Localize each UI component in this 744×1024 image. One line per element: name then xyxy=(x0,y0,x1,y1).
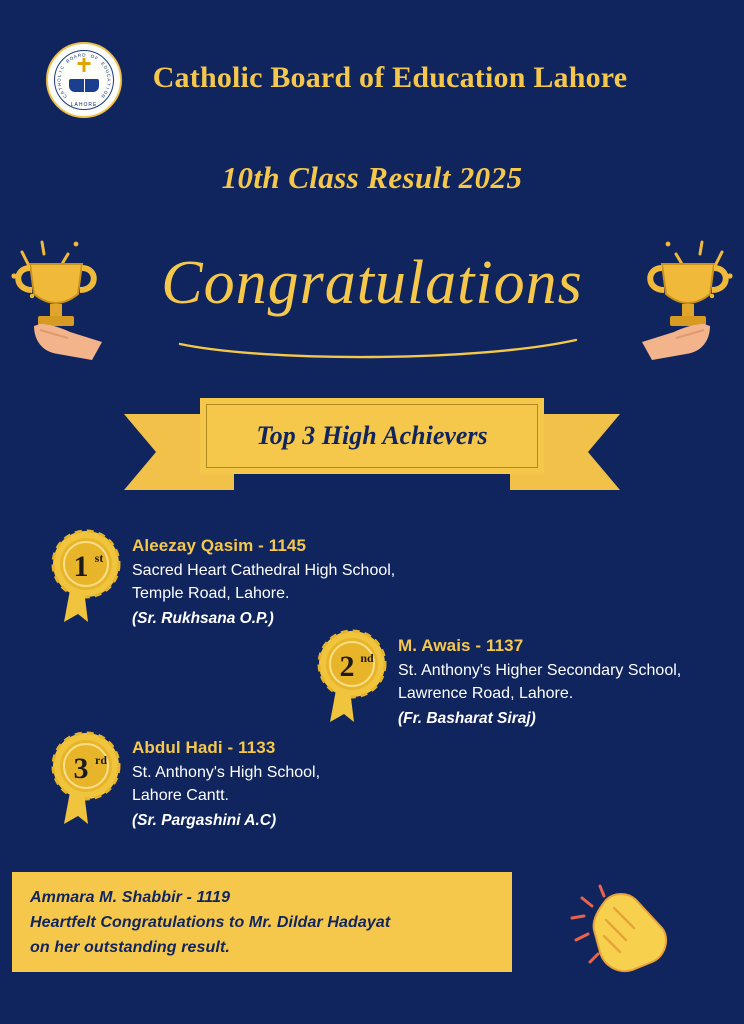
winner-details xyxy=(132,738,320,830)
ribbon-center xyxy=(200,398,544,474)
winner-school-line-1: Sacred Heart Cathedral High School, xyxy=(132,562,396,579)
logo-bottom-text: LAHORE xyxy=(70,102,98,108)
winner-entry-1 xyxy=(50,528,395,628)
clapping-hands-icon xyxy=(566,878,678,974)
svg-text:st: st xyxy=(94,551,104,565)
winner-entry-3 xyxy=(50,730,320,830)
winner-teacher: (Fr. Basharat Siraj) xyxy=(398,710,536,728)
award-ribbon-icon xyxy=(50,730,122,826)
trophy-hand-icon xyxy=(628,234,738,364)
winner-name: M. Awais - 1137 xyxy=(398,636,524,655)
cross-icon xyxy=(83,58,86,72)
logo-emblem xyxy=(54,50,114,110)
winner-school-line-1: St. Anthony's Higher Secondary School, xyxy=(398,662,682,679)
trophy-hand-icon xyxy=(6,234,116,364)
award-ribbon-icon xyxy=(316,628,388,724)
poster-header xyxy=(0,28,744,128)
winner-name: Aleezay Qasim - 1145 xyxy=(132,536,307,555)
svg-text:2: 2 xyxy=(339,650,355,683)
svg-text:3: 3 xyxy=(73,752,89,785)
winner-name: Abdul Hadi - 1133 xyxy=(132,738,276,757)
note-line-3: on her outstanding result. xyxy=(30,938,230,956)
svg-text:nd: nd xyxy=(360,651,374,665)
award-ribbon-icon xyxy=(50,528,122,624)
winner-teacher: (Sr. Pargashini A.C) xyxy=(132,812,277,830)
ribbon-label: Top 3 High Achievers xyxy=(206,404,538,468)
winner-school-line-2: Lawrence Road, Lahore. xyxy=(398,684,574,702)
congratulations-text: Congratulations xyxy=(161,249,583,317)
book-icon xyxy=(69,79,99,92)
page-title: Catholic Board of Education Lahore xyxy=(152,61,628,94)
swoosh-flourish-icon xyxy=(176,336,586,362)
note-line-1: Ammara M. Shabbir - 1119 xyxy=(30,889,231,906)
note-line-2: Heartfelt Congratulations to Mr. Dildar Hadayat xyxy=(30,913,391,931)
winner-entry-2 xyxy=(316,628,681,728)
ribbon-banner xyxy=(124,398,620,500)
winner-school-line-2: Temple Road, Lahore. xyxy=(132,584,290,602)
board-logo xyxy=(46,42,122,118)
winner-teacher: (Sr. Rukhsana O.P.) xyxy=(132,610,274,628)
page-subtitle: 10th Class Result 2025 xyxy=(221,160,523,195)
svg-text:1: 1 xyxy=(73,550,89,583)
winner-details xyxy=(132,536,395,628)
logo-ring-text: C A T H O L I C B O A R D O F E D U C A T I O N xyxy=(56,52,112,100)
footer-note xyxy=(12,872,512,972)
winner-school-line-1: St. Anthony's High School, xyxy=(132,764,321,781)
winner-school-line-2: Lahore Cantt. xyxy=(132,786,229,804)
svg-text:rd: rd xyxy=(95,753,107,767)
winner-details xyxy=(398,636,681,728)
